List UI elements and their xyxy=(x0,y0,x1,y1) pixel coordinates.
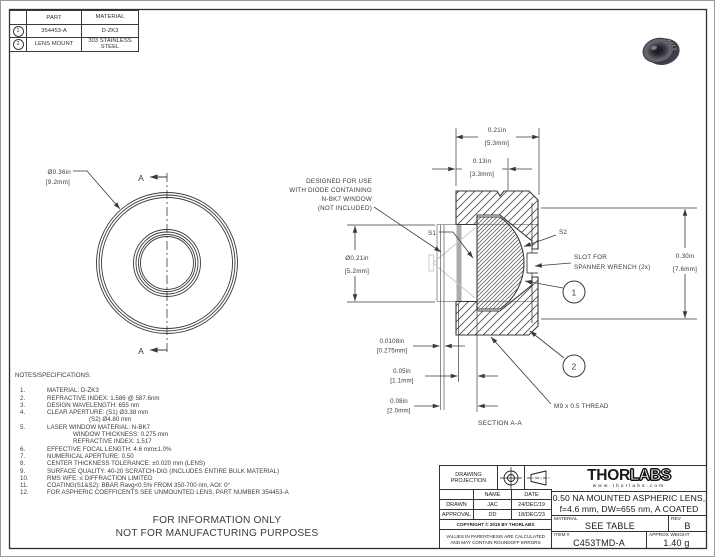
disclaimer-line1: VALUES IN PARENTHESIS ARE CALCULATED xyxy=(446,533,545,539)
parts-table-header xyxy=(10,11,138,25)
diode-note-line1: DESIGNED FOR USE xyxy=(306,178,372,185)
spanner-slot xyxy=(527,253,538,273)
notes-section xyxy=(15,372,435,497)
dim-gap-in: 0.05in xyxy=(393,368,411,375)
note-line: REFRACTIVE INDEX: 1.517 xyxy=(73,438,152,446)
drawn-label: DRAWN xyxy=(440,500,474,510)
projection-label: DRAWING PROJECTION xyxy=(450,471,487,484)
dim-depth-mm: [2.0mm] xyxy=(387,407,411,415)
logo-cell xyxy=(552,466,706,492)
dim-outer-diameter-in: Ø0.36in xyxy=(47,169,71,176)
diode-window-holder xyxy=(457,225,462,302)
part-material-1: D-ZK3 xyxy=(101,27,119,34)
projection-target-icon xyxy=(499,467,523,489)
weight-cell xyxy=(647,532,706,549)
date-header: DATE xyxy=(512,490,552,500)
parts-header-part: PART xyxy=(27,11,82,24)
projection-symbol-target-cell xyxy=(498,466,525,490)
note-line: 10. RMS WFE: ≤ DIFFRACTION LIMITED xyxy=(20,474,153,482)
material-label: MATERIAL xyxy=(554,517,578,522)
dim-width-mm: [5.3mm] xyxy=(484,140,510,147)
weight-label: APPROX WEIGHT xyxy=(649,533,690,538)
item-cell xyxy=(552,532,647,549)
empty-header-cell xyxy=(440,490,474,500)
item-label: ITEM # xyxy=(554,533,570,538)
diode-note-line4: (NOT INCLUDED) xyxy=(317,205,372,212)
balloon2-leader xyxy=(530,331,564,358)
note-line: 4. CLEAR APERTURE: (S1) Ø3.38 mm xyxy=(20,409,149,417)
info-banner-line2: NOT FOR MANUFACTURING PURPOSES xyxy=(115,528,319,539)
diameter-leader xyxy=(73,171,120,209)
surface-label-s2: S2 xyxy=(558,229,568,236)
drawn-name: JAC xyxy=(474,500,512,510)
diode-note-line2: WITH DIODE CONTAINING xyxy=(289,187,372,194)
dim-step-in: 0.13in xyxy=(472,158,492,165)
dim-window-mm: [0.275mm] xyxy=(376,347,408,355)
dim-gap-mm: [1.1mm] xyxy=(390,377,414,385)
emission-cone-lower xyxy=(433,263,475,298)
dim-front-in: 0.30in xyxy=(675,253,695,260)
dim-width-in: 0.21in xyxy=(487,127,507,134)
diode-emitter xyxy=(429,255,434,271)
balloon-number-2: 2 xyxy=(571,361,577,372)
product-photo xyxy=(640,34,682,70)
diode-note xyxy=(289,178,372,212)
approval-date: 18/DEC/23 xyxy=(512,510,552,520)
rev-cell xyxy=(669,516,706,532)
note-line: 2. REFRACTIVE INDEX: 1.586 @ 587.6nm xyxy=(20,394,160,402)
note-line: 1. MATERIAL: D-ZK3 xyxy=(20,387,99,395)
note-line: 6. EFFECTIVE FOCAL LENGTH: 4.6 mm±1.0% xyxy=(20,445,172,453)
parts-header-material: MATERIAL xyxy=(95,14,125,21)
dim-outer-diameter-mm: [9.2mm] xyxy=(45,179,70,186)
thorlabs-logo xyxy=(587,468,671,483)
dim-front-mm: [7.6mm] xyxy=(672,266,698,273)
slot-leader xyxy=(535,263,571,266)
dim-depth-in: 0.08in xyxy=(390,398,408,405)
drawing-title-cell xyxy=(552,492,706,516)
thread-note: M9 x 0.5 THREAD xyxy=(554,403,609,410)
diode-note-line3: N-BK7 WINDOW xyxy=(321,196,372,203)
slot-note-line1: SLOT FOR xyxy=(574,254,607,261)
note-line: 12. FOR ASPHERIC COEFFICENTS SEE UNMOUNTED LENS, PART NUMBER 354453-A xyxy=(20,489,289,497)
logo-thor: THOR xyxy=(587,467,630,484)
disclaimer-cell xyxy=(440,530,552,549)
drawing-title-line1: 0.50 NA MOUNTED ASPHERIC LENS, xyxy=(552,493,706,503)
disclaimer-line2: AND MAY CONTAIN ROUNDOFF ERRORS xyxy=(450,539,541,545)
projection-label-cell xyxy=(440,466,498,490)
info-banner-line1: FOR INFORMATION ONLY xyxy=(152,515,282,526)
drawing-title-line2: f=4.6 mm, DW=655 nm, A COATED xyxy=(559,503,699,514)
dim-window-in: 0.0108in xyxy=(379,338,405,345)
note-line: 7. NUMERICAL APERTURE: 0.50 xyxy=(20,452,134,460)
note-line: 9. SURFACE QUALITY: 40-20 SCRATCH-DIG (INCLUDES ENTIRE BULK MATERIAL) xyxy=(20,467,280,475)
note-line: 5. LASER WINDOW MATERIAL: N-BK7 xyxy=(20,423,151,431)
copyright-notice: COPYRIGHT © 2019 BY THORLABS xyxy=(440,520,552,530)
parts-header-balloon-col xyxy=(10,11,27,24)
weight-value: 1.40 g xyxy=(663,538,690,548)
aspheric-lens-section xyxy=(477,217,524,309)
info-banner xyxy=(71,514,363,540)
thread-leader xyxy=(491,337,551,404)
rev-label: REV xyxy=(671,517,681,522)
note-line: 11. COATING(S1&S2): BBAR Ravg<0.5% FROM 350-700 nm, AOI: 0° xyxy=(20,482,231,490)
part-material-2: 303 STAINLESS STEEL xyxy=(88,38,132,51)
surface-label-s1: S1 xyxy=(427,230,437,237)
dim-step-mm: [3.3mm] xyxy=(469,171,495,178)
item-value: C453TMD-A xyxy=(573,538,625,548)
projection-cone-icon xyxy=(526,467,551,489)
title-block xyxy=(439,465,707,549)
logo-labs: LABS xyxy=(629,467,671,484)
row-balloon-1: 1 xyxy=(13,26,24,37)
note-line: 8. CENTER THICKNESS TOLERANCE: ±0.020 mm (LENS) xyxy=(20,460,206,468)
dim-bore-in: Ø0.21in xyxy=(345,255,369,262)
part-name-2: LENS MOUNT xyxy=(27,38,82,51)
front-view xyxy=(73,171,238,353)
balloon-number-1: 1 xyxy=(571,287,577,298)
material-value: SEE TABLE xyxy=(585,520,635,531)
dim-bore-mm: [5.2mm] xyxy=(344,268,370,275)
section-letter-bottom: A xyxy=(138,346,144,356)
website-text: www.thorlabs.com xyxy=(592,484,666,489)
projection-symbol-cone-cell xyxy=(525,466,552,490)
notes-heading: NOTES/SPECIFICATIONS: xyxy=(15,372,91,379)
note-line: WINDOW THICKNESS: 0.275 mm xyxy=(73,431,169,439)
section-letter-top: A xyxy=(138,173,144,183)
material-cell xyxy=(552,516,669,532)
drawn-date: 24/DEC/19 xyxy=(512,500,552,510)
row-balloon-2: 2 xyxy=(13,39,24,50)
part-name-1: 354453-A xyxy=(27,25,82,37)
name-header: NAME xyxy=(474,490,512,500)
section-title: SECTION A-A xyxy=(478,420,522,427)
rev-value: B xyxy=(684,520,691,531)
parts-table xyxy=(9,10,139,52)
parts-table-row xyxy=(10,38,138,51)
approval-label: APPROVAL xyxy=(440,510,474,520)
parts-table-row xyxy=(10,25,138,38)
note-line: 3. DESIGN WAVELENGTH: 655 nm xyxy=(20,401,140,409)
note-line: (S2) Ø4.80 mm xyxy=(89,416,132,424)
approval-name: DD xyxy=(474,510,512,520)
slot-note-line2: SPANNER WRENCH (2x) xyxy=(574,264,651,271)
